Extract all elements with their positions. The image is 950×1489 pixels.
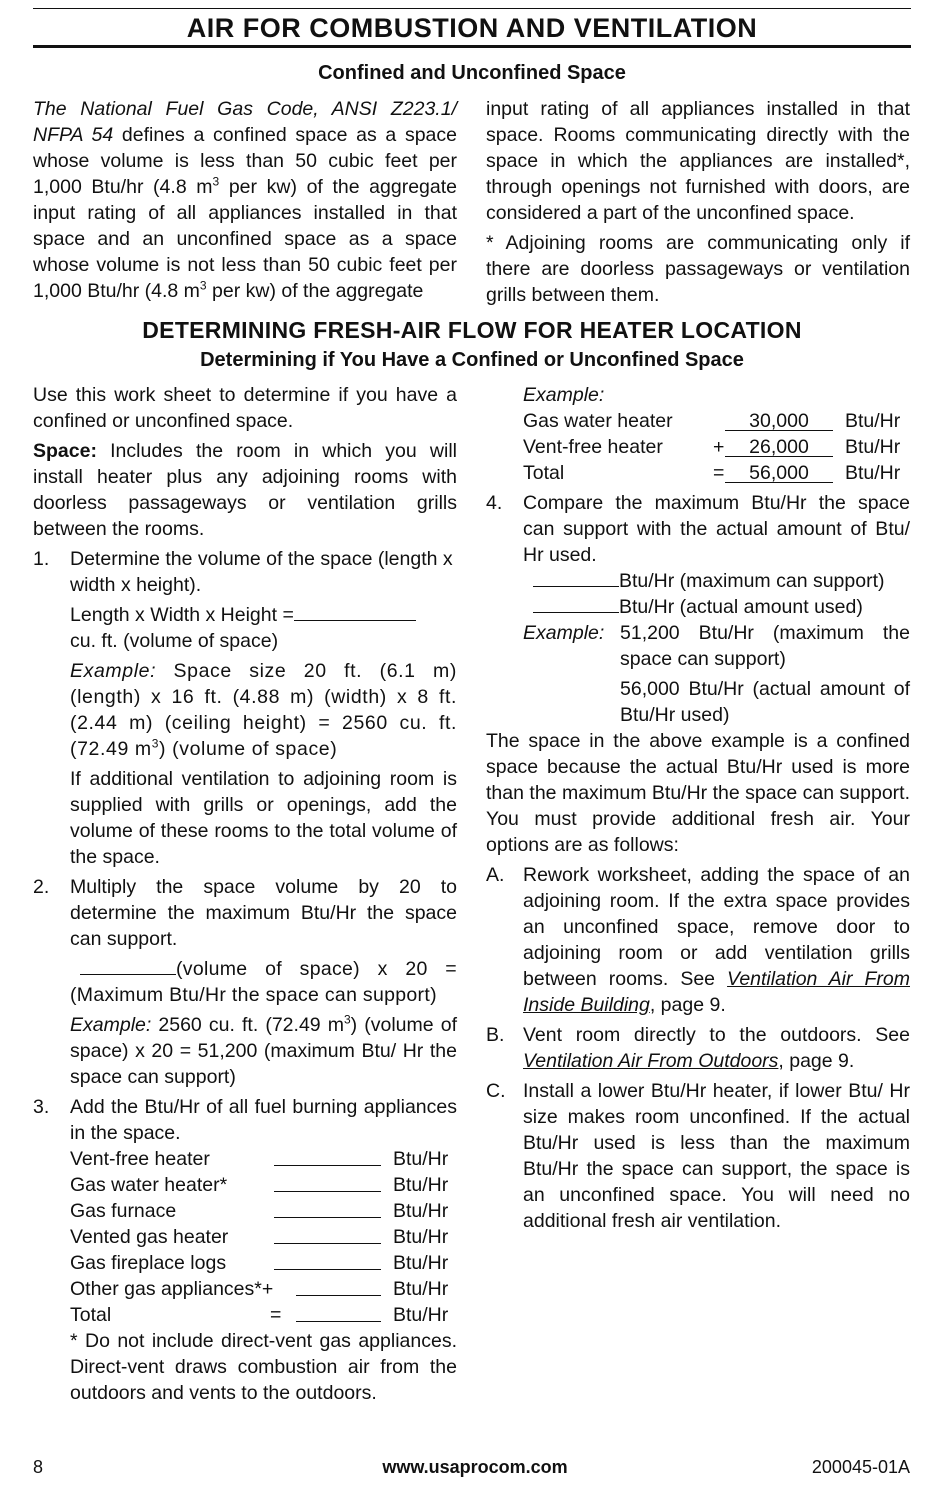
step-2: 2. Multiply the space volume by 20 to determine the maximum Btu/Hr the space can support. (volume of space) x 20 = (Maximum Btu/Hr the space can support) Example: 2560 cu. ft. (72.49 $m^3$) (volume of space) x 20 = 51,200 (maximum Btu/ Hr the space can support)	[33, 876, 457, 1088]
appliance-row: Gas furnace Btu/Hr	[70, 1200, 449, 1222]
btu-blank[interactable]	[274, 1224, 381, 1244]
section1-right-column	[486, 96, 910, 308]
worksheet-subheading: Determining if You Have a Confined or Unconfined Space	[200, 349, 744, 371]
option-b: B. Vent room directly to the outdoors. See Ventilation Air From Outdoors, page 9.	[486, 1024, 910, 1072]
btu-blank[interactable]	[274, 1198, 381, 1218]
example-row: Total = 56,000 Btu/Hr	[523, 462, 901, 484]
btu-blank[interactable]	[296, 1276, 381, 1296]
page-title: AIR FOR COMBUSTION AND VENTILATION	[186, 13, 758, 43]
example-row: Vent-free heater + 26,000 Btu/Hr	[523, 436, 901, 458]
space-definition: Space: Includes the room in which you will install heater plus any adjoining rooms with doorless passageways or ventilation grills between the rooms.	[33, 440, 457, 540]
step-4-text: Compare the maximum Btu/Hr the space can support with the actual amount of Btu/ Hr used.	[523, 492, 910, 566]
direct-vent-footnote: * Do not include direct-vent gas appliances. Direct-vent draws combustion air from the outdoors and vents to the outdoors.	[70, 1330, 457, 1404]
example-row: Gas water heater 30,000 Btu/Hr	[523, 410, 901, 432]
appliance-row: Vented gas heater Btu/Hr	[70, 1226, 449, 1248]
appliance-table	[70, 1146, 457, 1328]
volume-blank[interactable]	[294, 602, 416, 621]
adjoining-rooms-note: * Adjoining rooms are communicating only if there are doorless passageways or ventilation grills between them.	[486, 232, 910, 306]
appliance-row: Gas water heater* Btu/Hr	[70, 1174, 449, 1196]
compare-line-max: Btu/Hr (maximum can support)	[523, 568, 910, 594]
appliance-row: Other gas appliances*+ Btu/Hr	[70, 1278, 449, 1300]
document-number: 200045-01A	[811, 1457, 910, 1477]
max-btu-formula: (volume of space) x 20 = (Maximum Btu/Hr the space can support)	[70, 958, 457, 1006]
link-ventilation-outdoors[interactable]: Ventilation Air From Outdoors	[523, 1050, 779, 1072]
actual-used-blank[interactable]	[533, 594, 619, 613]
appliance-row: Vent-free heater Btu/Hr	[70, 1148, 449, 1170]
max-support-blank[interactable]	[533, 568, 619, 587]
worksheet-left-column	[33, 382, 457, 1406]
confined-conclusion: The space in the above example is a confined space because the actual Btu/Hr used is more than the maximum Btu/Hr the space can support. You must provide additional fresh air. Your options are as follows:	[486, 730, 910, 856]
max-btu-blank[interactable]	[80, 956, 176, 975]
page-number: 8	[33, 1457, 44, 1477]
compare-line-actual: Btu/Hr (actual amount used)	[523, 594, 910, 620]
step-3: 3. Add the Btu/Hr of all fuel burning appliances in the space. Vent-free heater Btu/Hr Gas water heater* Btu/Hr Gas furnace Btu/Hr Vented gas heater Btu/Hr Gas fireplace logs Btu/Hr Other gas appliances*+ Btu/Hr Total = Btu/Hr * Do not include direct-vent gas appliances. Direct-vent draws combustion air from the outdoors and vents to the outdoors.	[33, 1096, 457, 1404]
unconfined-definition: input rating of all appliances installed in that space. Rooms communicating directly with the space in which the appliances are installed*, through openings not furnished with doors, are considered a part of the unconfined space.	[486, 98, 910, 224]
step-3-example: Example: Gas water heater 30,000 Btu/Hr Vent-free heater + 26,000 Btu/Hr Total = 56,000 Btu/Hr	[486, 382, 910, 486]
total-btu-blank[interactable]	[296, 1302, 381, 1322]
section1-left-column	[33, 96, 457, 304]
step-4: 4. Compare the maximum Btu/Hr the space can support with the actual amount of Btu/ Hr used. Btu/Hr (maximum can support) Btu/Hr (actual amount used) Example: 51,200 Btu/Hr (maximum the space can support) 56,000 Btu/Hr (actual amount of Btu/Hr used)	[486, 492, 910, 726]
confined-definition: The National Fuel Gas Code, ANSI Z223.1/ NFPA 54 defines a confined space as a space whose volume is less than 50 cubic feet per 1,000 Btu/hr (4.8 $m^3$ per kw) of the aggregate input rating of all appliances installed in that space and an unconfined space as a space whose volume is not less than 50 cubic feet per 1,000 Btu/hr (4.8 $m^3$ per kw) of the aggregate	[33, 98, 458, 302]
btu-blank[interactable]	[274, 1146, 381, 1166]
website-link[interactable]: www.usaprocom.com	[382, 1457, 568, 1477]
step-4-example: Example: 51,200 Btu/Hr (maximum the space can support) 56,000 Btu/Hr (actual amount of Btu/Hr used)	[523, 622, 910, 726]
volume-formula: Length x Width x Height = cu. ft. (volume of space)	[70, 602, 457, 654]
appliance-row: Gas fireplace logs Btu/Hr	[70, 1252, 449, 1274]
appliance-total-row: Total = Btu/Hr	[70, 1304, 449, 1326]
title-bar	[33, 8, 911, 48]
worksheet-intro: Use this work sheet to determine if you have a confined or unconfined space.	[33, 384, 457, 432]
fresh-air-heading: DETERMINING FRESH-AIR FLOW FOR HEATER LOCATION	[142, 317, 802, 343]
worksheet-right-column	[486, 382, 910, 1234]
step-3-text: Add the Btu/Hr of all fuel burning appliances in the space.	[70, 1096, 457, 1144]
section-heading-confined: Confined and Unconfined Space	[318, 62, 626, 84]
option-a: A. Rework worksheet, adding the space of an adjoining room. If the extra space provides an unconfined space, remove door to adjoining room or add ventilation grills between rooms. See Ventilation Air From Inside Building, page 9.	[486, 864, 910, 1016]
step-1-example: Example: Space size 20 ft. (6.1 m) (length) x 16 ft. (4.88 m) (width) x 8 ft. (2.44 m) (ceiling height) = 2560 cu. ft. (72.49 $m^3$) (volume of space)	[70, 660, 457, 760]
step-1: 1. Determine the volume of the space (length x width x height). Length x Width x Height = cu. ft. (volume of space) Example: Space size 20 ft. (6.1 m) (length) x 16 ft. (4.88 m) (width) x 8 ft. (2.44 m) (ceiling height) = 2560 cu. ft. (72.49 $m^3$) (volume of space) If additional ventilation to adjoining room is supplied with grills or openings, add the volume of these rooms to the total volume of the space.	[33, 548, 457, 868]
btu-blank[interactable]	[274, 1172, 381, 1192]
link-ventilation-inside[interactable]: Ventilation Air From Inside Building	[523, 968, 910, 1016]
btu-blank[interactable]	[274, 1250, 381, 1270]
option-c: C. Install a lower Btu/Hr heater, if lower Btu/ Hr size makes room unconfined. If the actual Btu/Hr used is less than the maximum Btu/Hr the space can support, the space is an unconfined space. You will need no additional fresh air ventilation.	[486, 1080, 910, 1232]
step-1-text: Determine the volume of the space (length x width x height).	[70, 548, 453, 596]
step-1-note: If additional ventilation to adjoining room is supplied with grills or openings, add the volume of these rooms to the total volume of the space.	[70, 768, 457, 868]
step-2-text: Multiply the space volume by 20 to determine the maximum Btu/Hr the space can support.	[70, 876, 457, 950]
step-2-example: Example: 2560 cu. ft. (72.49 $m^3$) (volume of space) x 20 = 51,200 (maximum Btu/ Hr the space can support)	[70, 1012, 457, 1088]
